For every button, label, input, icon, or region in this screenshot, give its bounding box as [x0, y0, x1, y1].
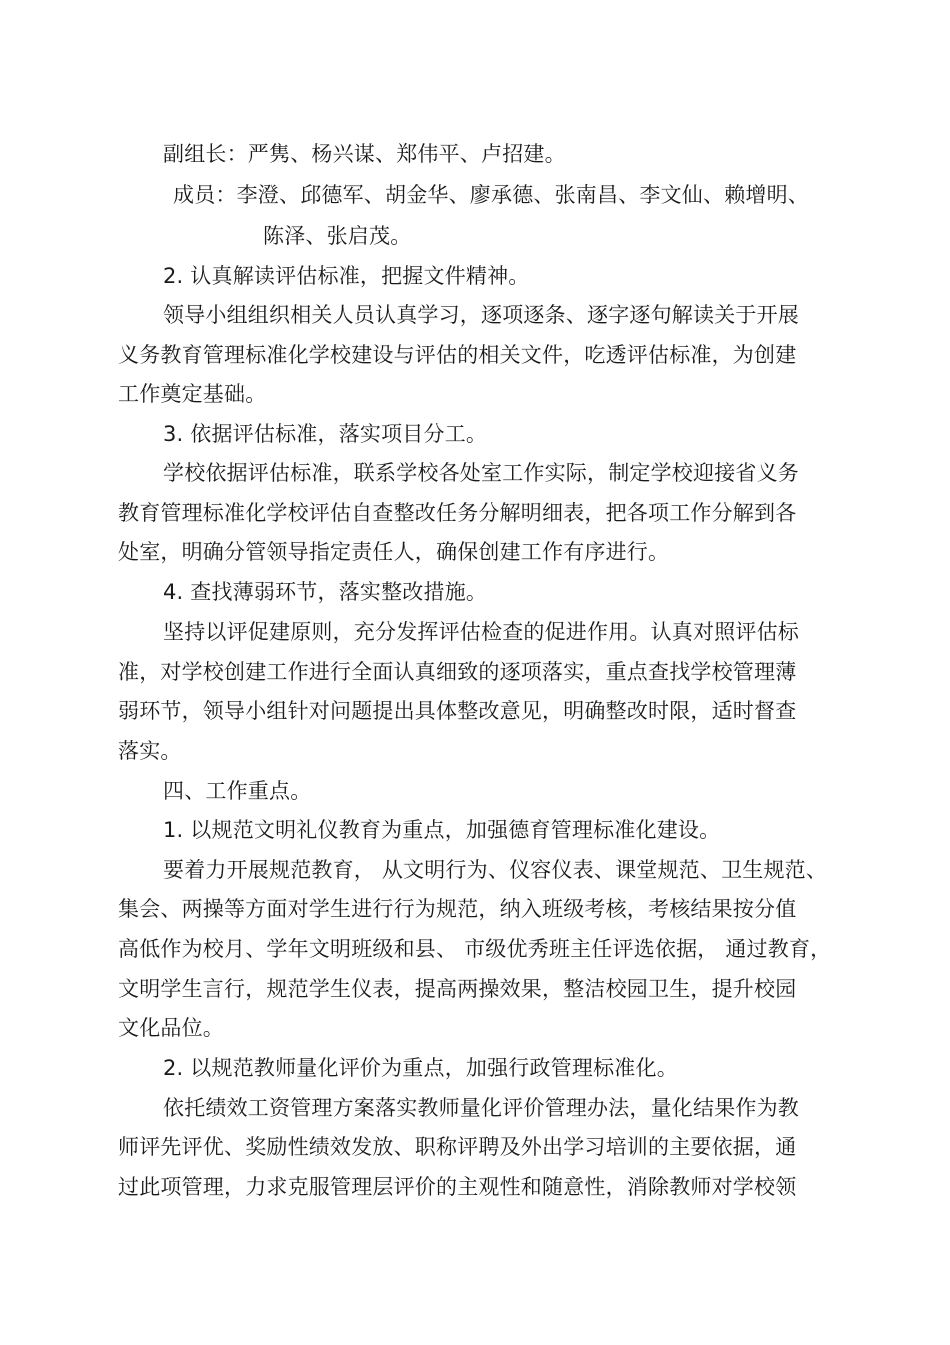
paragraph-line: 准，对学校创建工作进行全面认真细致的逐项落实，重点查找学校管理薄 [118, 660, 797, 684]
section-heading-1: 1. 以规范文明礼仪教育为重点，加强德育管理标准化建设。 [163, 818, 721, 842]
paragraph-line: 处室，明确分管领导指定责任人，确保创建工作有序进行。 [118, 540, 670, 564]
paragraph-line: 领导小组组织相关人员认真学习，逐项逐条、逐字逐句解读关于开展 [163, 303, 799, 327]
chapter-heading: 四、工作重点。 [163, 779, 312, 803]
paragraph-line: 义务教育管理标准化学校建设与评估的相关文件，吃透评估标准，为创建 [118, 343, 797, 367]
section-heading-2b: 2. 以规范教师量化评价为重点，加强行政管理标准化。 [163, 1056, 678, 1080]
paragraph-line: 落实。 [118, 739, 182, 763]
text-line-members-cont: 陈泽、张启茂。 [263, 224, 412, 248]
paragraph-line: 学校依据评估标准，联系学校各处室工作实际，制定学校迎接省义务 [163, 461, 799, 485]
paragraph-line: 坚持以评促建原则，充分发挥评估检查的促进作用。认真对照评估标 [163, 620, 799, 644]
paragraph-line: 弱环节，领导小组针对问题提出具体整改意见，明确整改时限，适时督查 [118, 699, 797, 723]
paragraph-line: 过此项管理，力求克服管理层评价的主观性和随意性，消除教师对学校领 [118, 1175, 797, 1199]
paragraph-line: 高低作为校月、学年文明班级和县、 市级优秀班主任评选依据， 通过教育， [118, 937, 832, 961]
text-line-vice-leaders: 副组长：严隽、杨兴谋、郑伟平、卢招建。 [163, 142, 566, 166]
section-heading-4: 4. 查找薄弱环节，落实整改措施。 [163, 580, 488, 604]
paragraph-line: 集会、两操等方面对学生进行行为规范，纳入班级考核，考核结果按分值 [118, 897, 797, 921]
paragraph-line: 文明学生言行，规范学生仪表，提高两操效果，整洁校园卫生，提升校园 [118, 977, 797, 1001]
paragraph-line: 依托绩效工资管理方案落实教师量化评价管理办法，量化结果作为教 [163, 1096, 799, 1120]
text-line-members: 成员：李澄、邱德军、胡金华、廖承德、张南昌、李文仙、赖增明、 [173, 183, 809, 207]
paragraph-line: 文化品位。 [118, 1016, 224, 1040]
paragraph-line: 师评先评优、奖励性绩效发放、职称评聘及外出学习培训的主要依据，通 [118, 1135, 797, 1159]
paragraph-line: 工作奠定基础。 [118, 382, 267, 406]
paragraph-line: 教育管理标准化学校评估自查整改任务分解明细表，把各项工作分解到各 [118, 501, 797, 525]
section-heading-3: 3. 依据评估标准，落实项目分工。 [163, 422, 488, 446]
section-heading-2: 2. 认真解读评估标准，把握文件精神。 [163, 264, 530, 288]
paragraph-line: 要着力开展规范教育， 从文明行为、仪容仪表、课堂规范、卫生规范、 [163, 858, 828, 882]
